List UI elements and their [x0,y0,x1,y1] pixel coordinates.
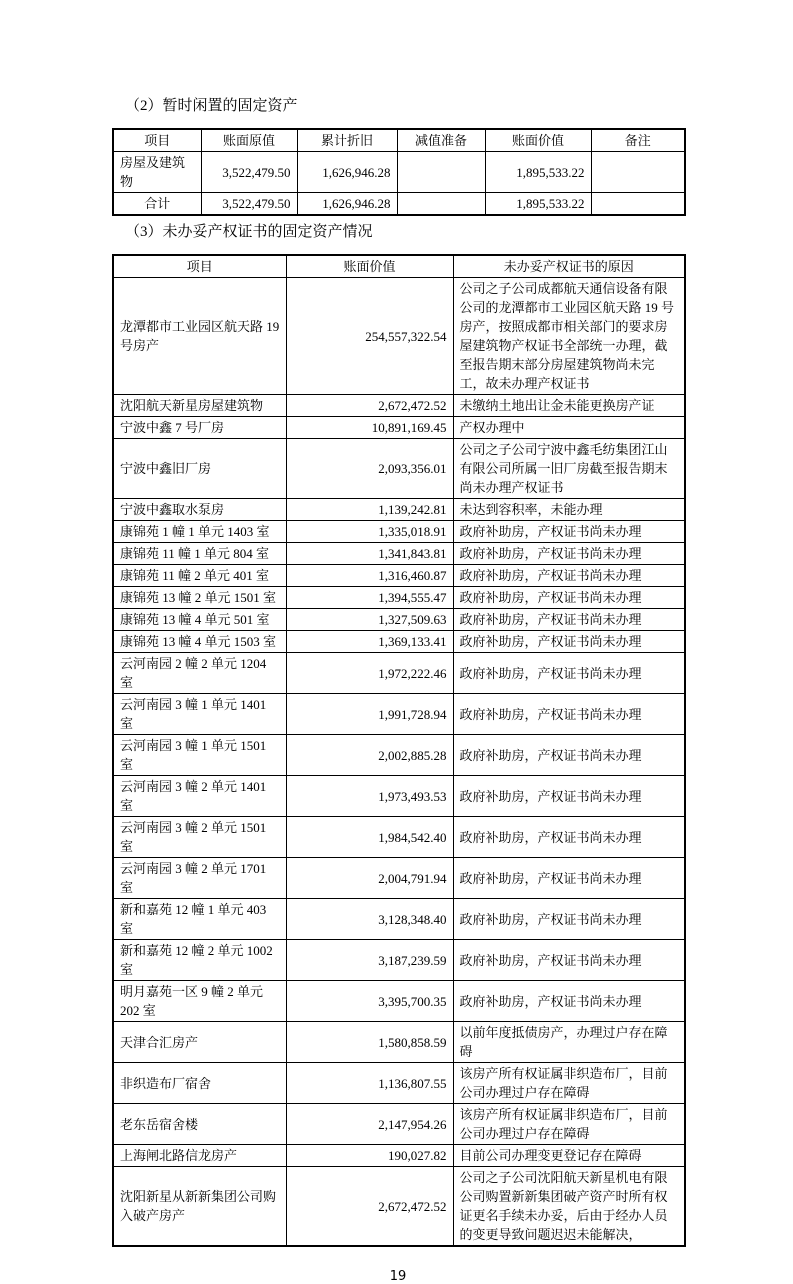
table-cell: 254,557,322.54 [286,278,453,395]
table-cell: 康锦苑 13 幢 2 单元 1501 室 [113,587,286,609]
table-cell: 该房产所有权证属非织造布厂，目前公司办理过户存在障碍 [453,1104,685,1145]
table-row [113,858,685,899]
table-cell: 云河南园 3 幢 2 单元 1501 室 [113,817,286,858]
table-cell: 房屋及建筑物 [113,152,201,193]
table-cell: 康锦苑 11 幢 1 单元 804 室 [113,543,286,565]
table-cell: 1,984,542.40 [286,817,453,858]
table-cell: 以前年度抵债房产，办理过户存在障碍 [453,1022,685,1063]
table-cell: 宁波中鑫取水泵房 [113,499,286,521]
table-cell: 康锦苑 11 幢 2 单元 401 室 [113,565,286,587]
table-row [113,152,685,193]
table-row [113,417,685,439]
table-header-row [113,255,685,278]
table-row [113,521,685,543]
section-2-title: （2）暂时闲置的固定资产 [125,98,298,114]
table-cell: 1,136,807.55 [286,1063,453,1104]
table-cell: 1,580,858.59 [286,1022,453,1063]
col-header-impairment-provision: 减值准备 [397,129,485,152]
page-number: 19 [389,1269,407,1284]
table-cell: 政府补助房，产权证书尚未办理 [453,694,685,735]
table-cell: 合计 [113,193,201,216]
table-cell: 云河南园 3 幢 1 单元 1501 室 [113,735,286,776]
table-cell: 政府补助房，产权证书尚未办理 [453,521,685,543]
table-cell: 康锦苑 13 幢 4 单元 1503 室 [113,631,286,653]
col-header-remarks: 备注 [591,129,685,152]
col-header-item: 项目 [113,129,201,152]
table-row [113,940,685,981]
table-cell: 云河南园 3 幢 2 单元 1401 室 [113,776,286,817]
table-cell: 1,626,946.28 [297,193,397,216]
table-cell: 政府补助房，产权证书尚未办理 [453,817,685,858]
table-cell: 宁波中鑫 7 号厂房 [113,417,286,439]
table-row [113,1167,685,1247]
table-cell: 龙潭都市工业园区航天路 19 号房产 [113,278,286,395]
table-row [113,817,685,858]
table-row [113,278,685,395]
table-cell: 沈阳航天新星房屋建筑物 [113,395,286,417]
table-cell: 政府补助房，产权证书尚未办理 [453,899,685,940]
table-cell: 2,147,954.26 [286,1104,453,1145]
table-cell: 3,128,348.40 [286,899,453,940]
table-row [113,1104,685,1145]
table-row [113,631,685,653]
table-cell: 1,394,555.47 [286,587,453,609]
table-cell: 政府补助房，产权证书尚未办理 [453,609,685,631]
table-cell: 未缴纳土地出让金未能更换房产证 [453,395,685,417]
table-cell: 1,972,222.46 [286,653,453,694]
table-cell: 2,672,472.52 [286,395,453,417]
table-row [113,1145,685,1167]
table-cell: 老东岳宿舍楼 [113,1104,286,1145]
table-cell: 新和嘉苑 12 幢 1 单元 403 室 [113,899,286,940]
table-cell: 新和嘉苑 12 幢 2 单元 1002 室 [113,940,286,981]
table-row [113,735,685,776]
table-cell [397,152,485,193]
table-cell: 产权办理中 [453,417,685,439]
section-3-title: （3）未办妥产权证书的固定资产情况 [125,224,373,240]
table-cell: 2,672,472.52 [286,1167,453,1247]
table-cell: 1,895,533.22 [485,152,591,193]
table-cell: 云河南园 3 幢 1 单元 1401 室 [113,694,286,735]
document-page [112,97,684,1284]
table-row [113,193,685,216]
table-cell: 政府补助房，产权证书尚未办理 [453,631,685,653]
table-cell: 政府补助房，产权证书尚未办理 [453,776,685,817]
table-cell: 1,369,133.41 [286,631,453,653]
col-header-original-value: 账面原值 [201,129,297,152]
table-cell: 康锦苑 13 幢 4 单元 501 室 [113,609,286,631]
table-cell: 1,973,493.53 [286,776,453,817]
idle-fixed-assets-table [112,128,686,216]
col-header-book-value: 账面价值 [286,255,453,278]
table-row [113,439,685,499]
table-cell: 政府补助房，产权证书尚未办理 [453,940,685,981]
table-cell: 政府补助房，产权证书尚未办理 [453,543,685,565]
table-cell: 3,395,700.35 [286,981,453,1022]
table-row [113,653,685,694]
table-cell: 1,139,242.81 [286,499,453,521]
table-cell: 宁波中鑫旧厂房 [113,439,286,499]
table-row [113,899,685,940]
table-cell: 2,093,356.01 [286,439,453,499]
table-cell: 1,335,018.91 [286,521,453,543]
table-row [113,694,685,735]
table-cell [591,152,685,193]
table-cell: 云河南园 2 幢 2 单元 1204 室 [113,653,286,694]
table-cell: 政府补助房，产权证书尚未办理 [453,981,685,1022]
pending-certificate-assets-table [112,254,686,1247]
table-cell: 上海闸北路信龙房产 [113,1145,286,1167]
table-cell: 1,341,843.81 [286,543,453,565]
table-cell: 3,522,479.50 [201,152,297,193]
table-cell: 明月嘉苑一区 9 幢 2 单元 202 室 [113,981,286,1022]
col-header-item: 项目 [113,255,286,278]
table-cell: 该房产所有权证属非织造布厂，目前公司办理过户存在障碍 [453,1063,685,1104]
table-cell: 3,187,239.59 [286,940,453,981]
table-cell: 非织造布厂宿舍 [113,1063,286,1104]
table-cell: 康锦苑 1 幢 1 单元 1403 室 [113,521,286,543]
table-cell: 政府补助房，产权证书尚未办理 [453,858,685,899]
table-cell: 1,626,946.28 [297,152,397,193]
table-cell: 1,316,460.87 [286,565,453,587]
table-cell: 云河南园 3 幢 2 单元 1701 室 [113,858,286,899]
table-row [113,1063,685,1104]
table-row [113,1022,685,1063]
table-cell: 天津合汇房产 [113,1022,286,1063]
table-row [113,499,685,521]
table-cell: 政府补助房，产权证书尚未办理 [453,735,685,776]
table-row [113,565,685,587]
table-cell: 10,891,169.45 [286,417,453,439]
table-cell: 1,991,728.94 [286,694,453,735]
table-cell: 公司之子公司沈阳航天新星机电有限公司购置新新集团破产资产时所有权证更名手续未办妥，后由于经办人员的变更导致问题迟迟未能解决， [453,1167,685,1247]
table-cell: 政府补助房，产权证书尚未办理 [453,565,685,587]
col-header-reason: 未办妥产权证书的原因 [453,255,685,278]
table-header-row [113,129,685,152]
table-cell: 1,895,533.22 [485,193,591,216]
table-row [113,543,685,565]
table-row [113,587,685,609]
table-cell: 1,327,509.63 [286,609,453,631]
table-cell: 3,522,479.50 [201,193,297,216]
table-cell: 未达到容积率，未能办理 [453,499,685,521]
table-cell: 政府补助房，产权证书尚未办理 [453,653,685,694]
col-header-book-value: 账面价值 [485,129,591,152]
table-cell [591,193,685,216]
table-row [113,981,685,1022]
table-cell: 2,002,885.28 [286,735,453,776]
table-cell: 政府补助房，产权证书尚未办理 [453,587,685,609]
table-cell [397,193,485,216]
table-cell: 190,027.82 [286,1145,453,1167]
table-cell: 公司之子公司宁波中鑫毛纺集团江山有限公司所属一旧厂房截至报告期末尚未办理产权证书 [453,439,685,499]
table-cell: 公司之子公司成都航天通信设备有限公司的龙潭都市工业园区航天路 19 号房产，按照成都市相关部门的要求房屋建筑物产权证书全部统一办理，截至报告期末部分房屋建筑物尚未完工，故未办理产权证书 [453,278,685,395]
table-row [113,776,685,817]
table-cell: 沈阳新星从新新集团公司购入破产房产 [113,1167,286,1247]
table-row [113,395,685,417]
table-cell: 2,004,791.94 [286,858,453,899]
table-cell: 目前公司办理变更登记存在障碍 [453,1145,685,1167]
col-header-accumulated-depreciation: 累计折旧 [297,129,397,152]
table-row [113,609,685,631]
